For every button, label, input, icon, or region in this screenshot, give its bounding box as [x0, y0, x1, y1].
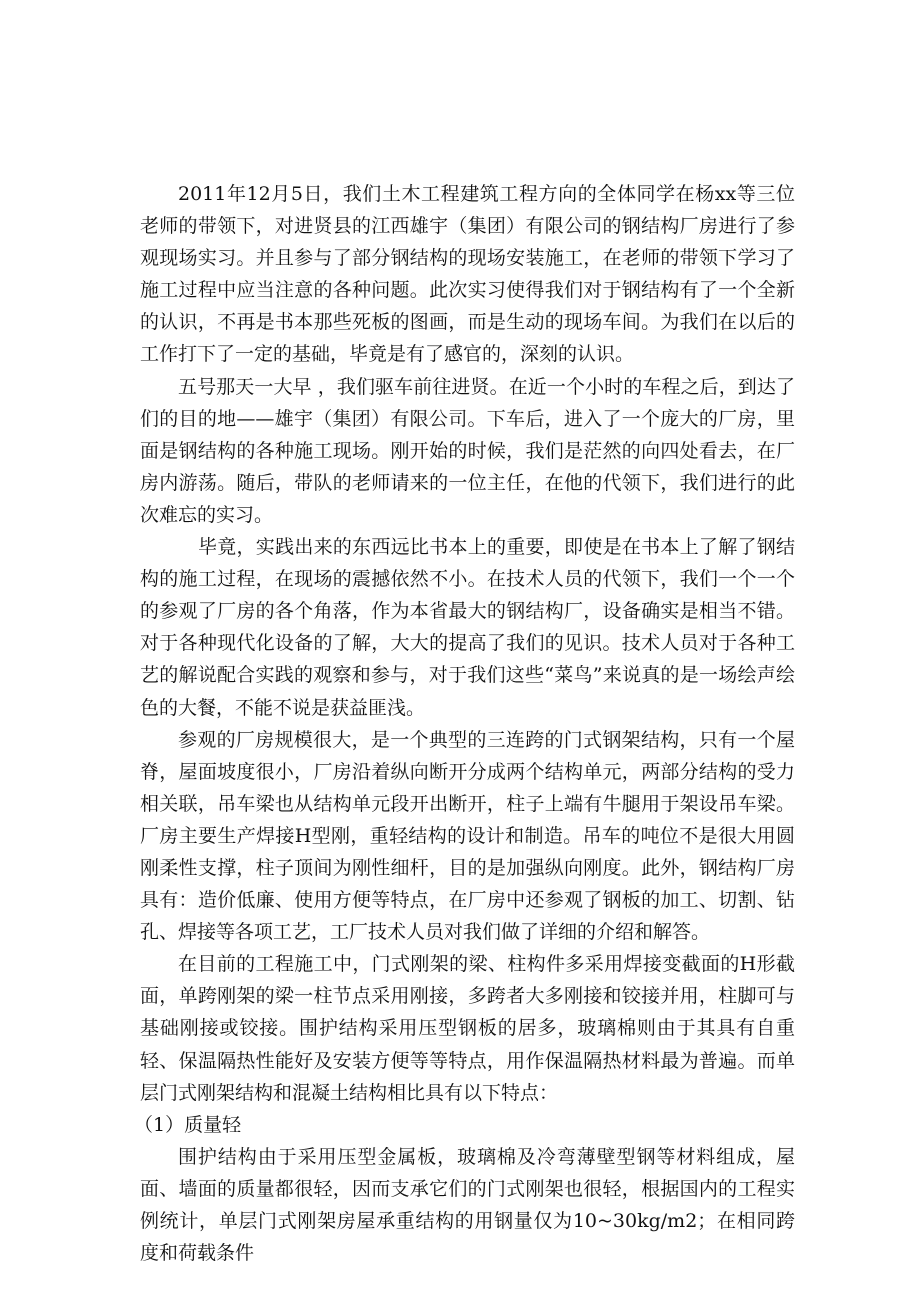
document-body	[134, 178, 795, 1269]
section-heading-light-weight: （1）质量轻	[134, 1113, 242, 1136]
paragraph-practice-value: 毕竟，实践出来的东西远比书本上的重要，即使是在书本上了解了钢结构的施工过程，在现场的震撼依然不小。在技术人员的代领下，我们一个一个的参观了厂房的各个角落，作为本省最大的钢结构厂，设备确实是相当不错。对于各种现代化设备的了解，大大的提高了我们的见识。技术人员对于各种工艺的解说配合实践的观察和参与，对于我们这些“菜鸟”来说真的是一场绘声绘色的大餐，不能不说是获益匪浅。	[140, 536, 795, 719]
paragraph-field-trip-intro: 2011年12月5日，我们土木工程建筑工程方向的全体同学在杨xx等三位老师的带领下，对进贤县的江西雄宇（集团）有限公司的钢结构厂房进行了参观现场实习。并且参与了部分钢结构的现场安装施工，在老师的带领下学习了施工过程中应当注意的各种问题。此次实习使得我们对于钢结构有了一个全新的认识，不再是书本那些死板的图画，而是生动的现场车间。为我们在以后的工作打下了一定的基础，毕竟是有了感官的，深刻的认识。	[140, 183, 795, 366]
paragraph-portal-frame: 在目前的工程施工中，门式刚架的梁、柱构件多采用焊接变截面的H形截面，单跨刚架的梁一柱节点采用刚接，多跨者大多刚接和铰接并用，柱脚可与基础刚接或铰接。围护结构采用压型钢板的居多，玻璃棉则由于其具有自重轻、保温隔热性能好及安装方便等等特点，用作保温隔热材料最为普遍。而单层门式刚架结构和混凝土结构相比具有以下特点：	[140, 953, 795, 1104]
paragraph-factory-structure: 参观的厂房规模很大，是一个典型的三连跨的门式钢架结构，只有一个屋脊，屋面坡度很小，厂房沿着纵向断开分成两个结构单元，两部分结构的受力相关联，吊车梁也从结构单元段开出断开，柱子上端有牛腿用于架设吊车梁。厂房主要生产焊接H型刚，重轻结构的设计和制造。吊车的吨位不是很大用圆刚柔性支撑，柱子顶间为刚性细杆，目的是加强纵向刚度。此外，钢结构厂房具有：造价低廉、使用方便等特点，在厂房中还参观了钢板的加工、切割、钻孔、焊接等各项工艺，工厂技术人员对我们做了详细的介绍和解答。	[140, 728, 795, 944]
paragraph-arrival: 五号那天一大早 ，我们驱车前往进贤。在近一个小时的车程之后，到达了们的目的地——雄宇（集团）有限公司。下车后，进入了一个庞大的厂房，里面是钢结构的各种施工现场。刚开始的时候，我们是茫然的向四处看去，在厂房内游荡。随后，带队的老师请来的一位主任，在他的代领下，我们进行的此次难忘的实习。	[140, 375, 795, 526]
paragraph-light-weight: 围护结构由于采用压型金属板，玻璃棉及冷弯薄壁型钢等材料组成，屋面、墙面的质量都很轻，因而支承它们的门式刚架也很轻，根据国内的工程实例统计，单层门式刚架房屋承重结构的用钢量仅为10~30kg/m2；在相同跨度和荷载条件	[140, 1145, 795, 1265]
